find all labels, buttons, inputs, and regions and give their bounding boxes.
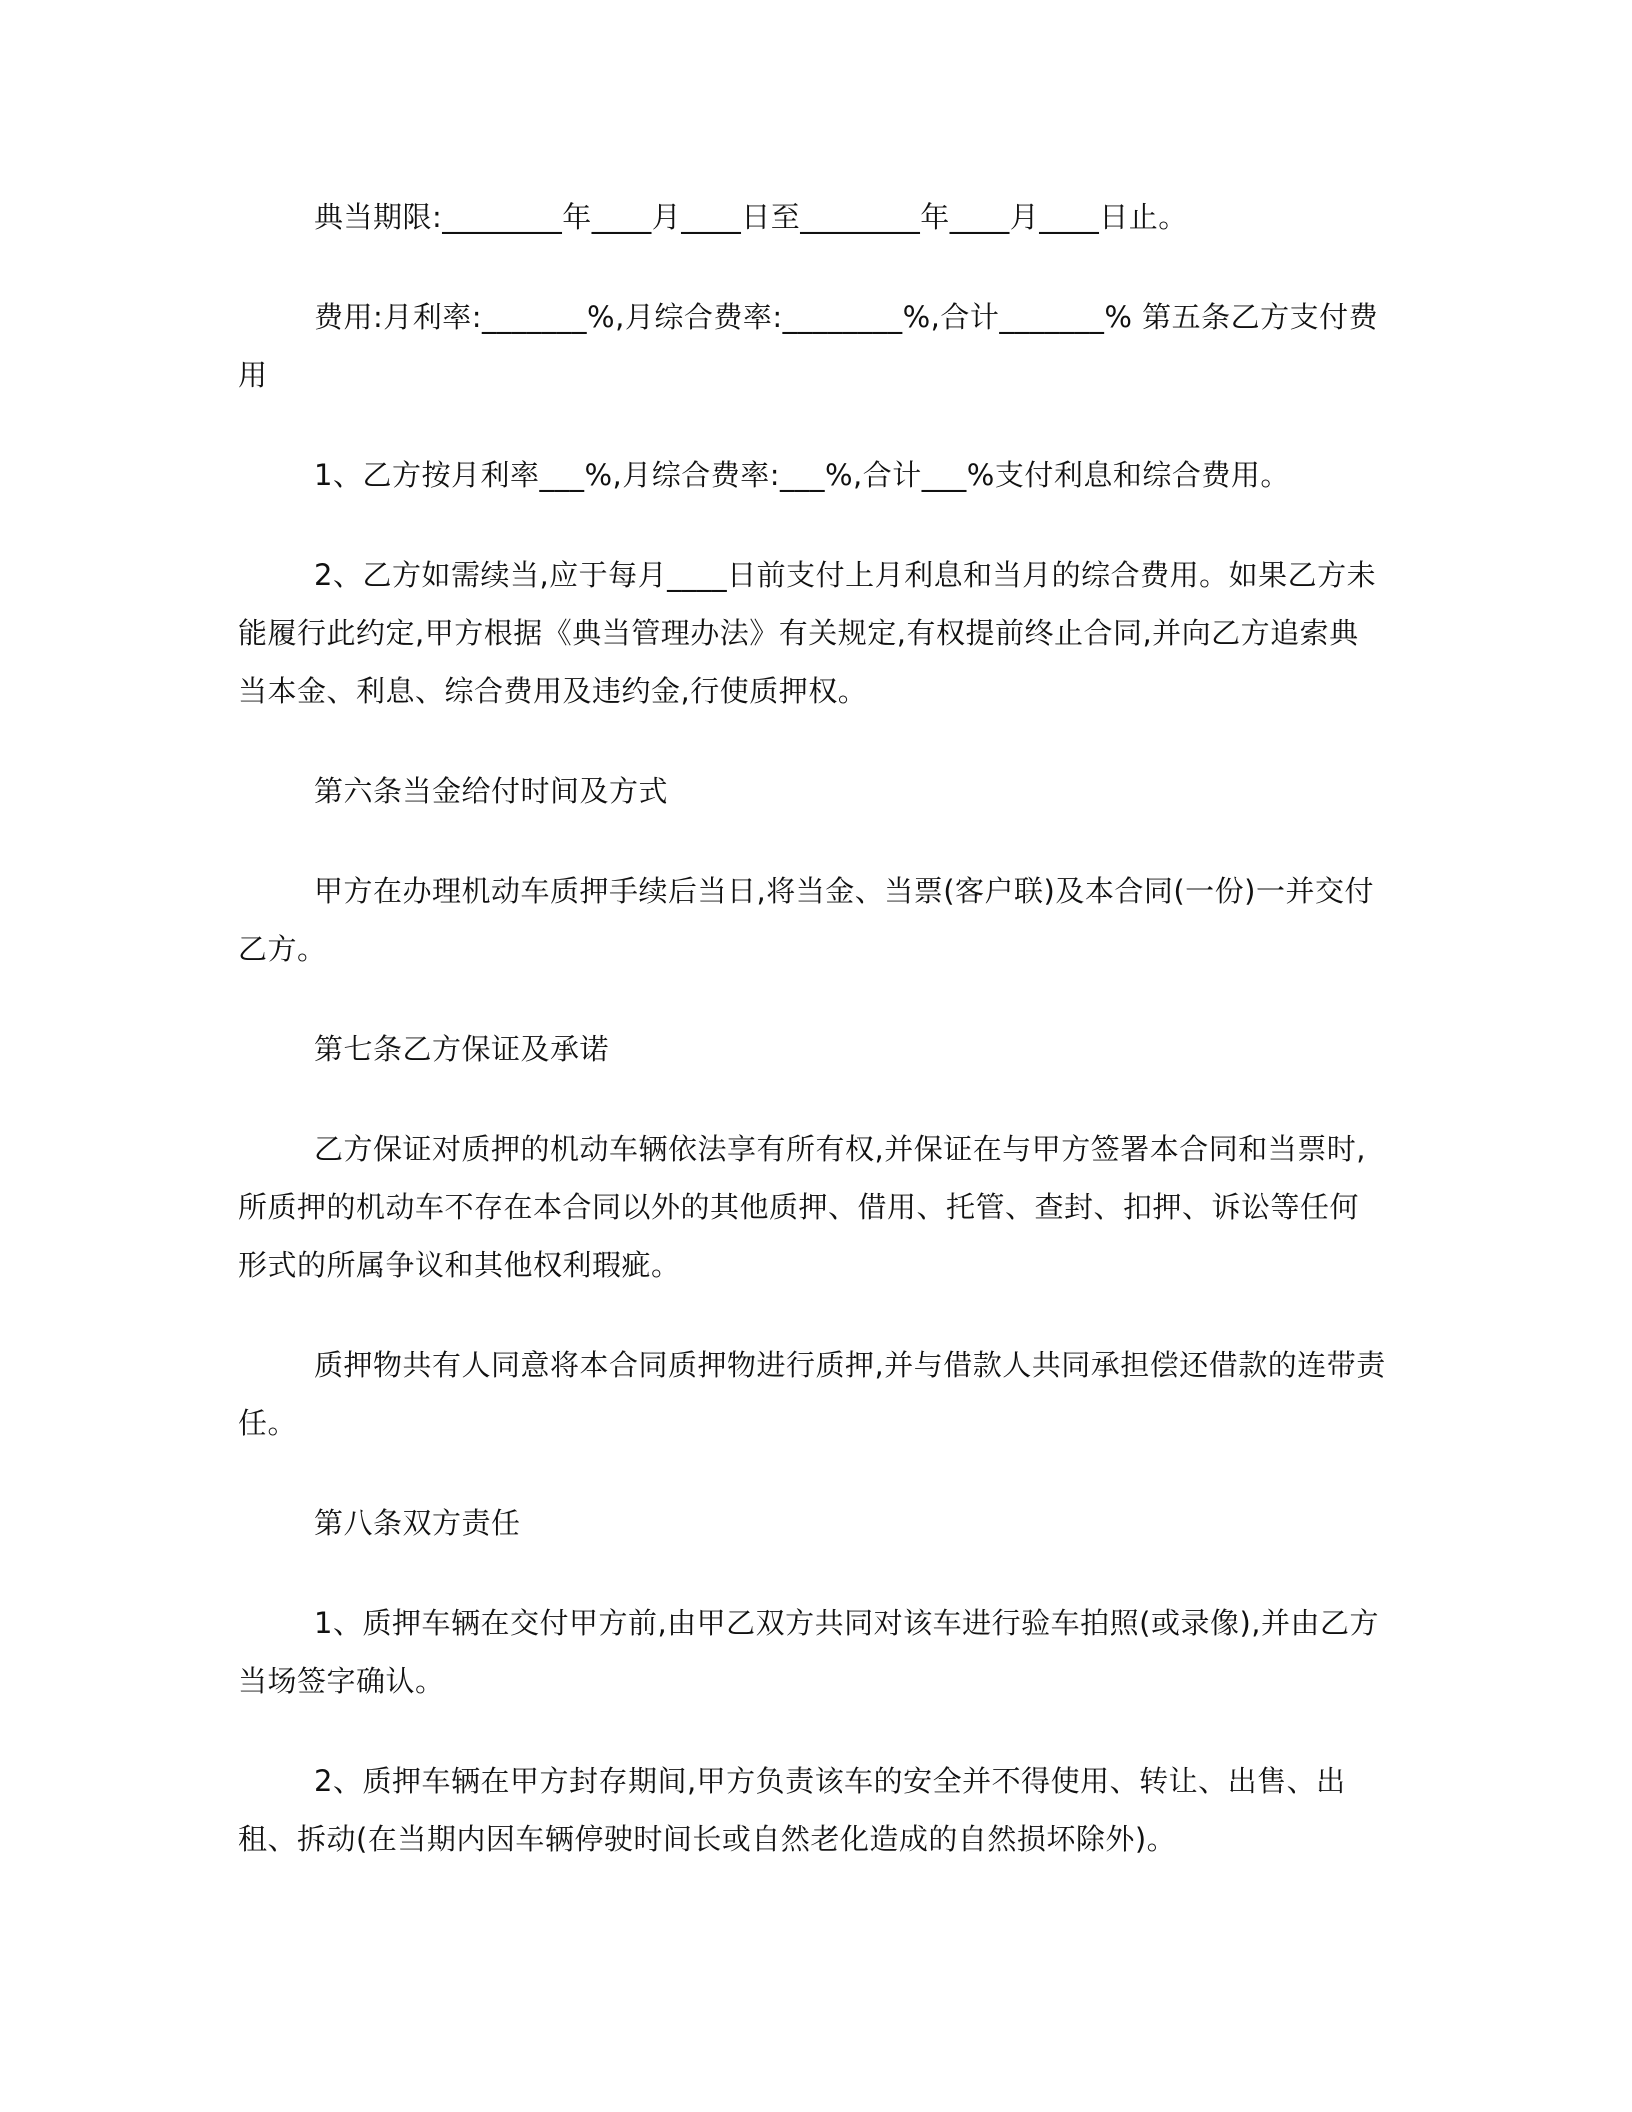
paragraph-storage-responsibility: 2、质押车辆在甲方封存期间,甲方负责该车的安全并不得使用、转让、出售、出租、拆动(在当期内因车辆停驶时间长或自然老化造成的自然损坏除外)。: [238, 1764, 1346, 1856]
paragraph-inspection: 1、质押车辆在交付甲方前,由甲乙双方共同对该车进行验车拍照(或录像),并由乙方当场签字确认。: [238, 1606, 1380, 1698]
section-heading-article-7: 第七条乙方保证及承诺: [314, 1032, 610, 1066]
section-heading-article-6: 第六条当金给付时间及方式: [314, 774, 669, 808]
paragraph-payment-rate: 1、乙方按月利率___%,月综合费率:___%,合计___%支付利息和综合费用。: [314, 458, 1290, 492]
paragraph-co-owner: 质押物共有人同意将本合同质押物进行质押,并与借款人共同承担偿还借款的连带责任。: [238, 1348, 1386, 1440]
document-body: [238, 188, 1388, 1868]
paragraph-pawn-term: 典当期限:________年____月____日至________年____月____日止。: [314, 200, 1188, 234]
paragraph-guarantee: 乙方保证对质押的机动车辆依法享有所有权,并保证在与甲方签署本合同和当票时,所质押的机动车不存在本合同以外的其他质押、借用、托管、查封、扣押、诉讼等任何形式的所属争议和其他权利瑕疵。: [238, 1132, 1366, 1282]
paragraph-fees: 费用:月利率:_______%,月综合费率:________%,合计_______% 第五条乙方支付费用: [238, 300, 1379, 392]
paragraph-payment-method: 甲方在办理机动车质押手续后当日,将当金、当票(客户联)及本合同(一份)一并交付乙方。: [238, 874, 1374, 966]
section-heading-article-8: 第八条双方责任: [314, 1506, 521, 1540]
paragraph-renewal: 2、乙方如需续当,应于每月____日前支付上月利息和当月的综合费用。如果乙方未能履行此约定,甲方根据《典当管理办法》有关规定,有权提前终止合同,并向乙方追索典当本金、利息、综合费用及违约金,行使质押权。: [238, 558, 1377, 708]
